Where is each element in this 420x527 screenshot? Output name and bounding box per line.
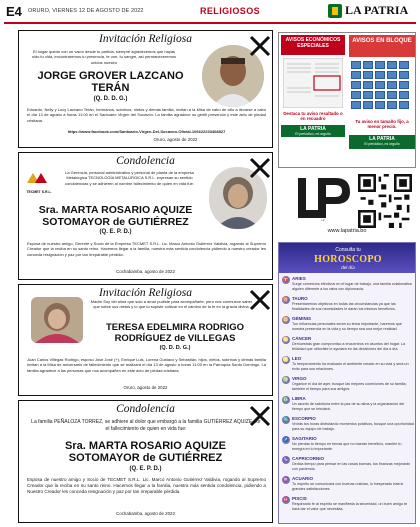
sign-text: Tu temperamento ha evaluado el ambiente creado en su vida y será un éxito para sus relaciones. xyxy=(292,362,409,371)
sign-text: Presentaremos objetivos en todas las circunstancias ya que las finalidades de sus necesidades le darán los mismos beneficios. xyxy=(292,302,396,311)
flag-icon xyxy=(328,4,342,18)
sign-name: PISCIS xyxy=(292,496,307,501)
ad-link: https://www.facebook.com/Santuario-Virgen-Del-Socavon-Oficial-106622233408827 xyxy=(67,129,226,134)
virgo-icon: ♍ xyxy=(282,377,290,383)
promo-block-text: Tu aviso en tamaño fijo, a menor precio. xyxy=(355,119,409,130)
deceased-name-line1: JORGE GROVER LAZCANO xyxy=(37,70,184,82)
deceased-name-line1: TERESA EDELMIRA RODRIGO xyxy=(105,322,245,333)
ad-body: Esposa de nuestro amigo y Socio de TECMET S.R.L. Lic. Marco Antonio Gutiérrez Valdivia, rogando al Supremo Creador que la reciba en su santo reino. Hacemos llegar a la familia, nuestra más sentida condolencia, pidiendo a Nuestro Creador les conceda resignación y paz por tan irreparable pérdida. xyxy=(27,477,266,495)
section-title: RELIGIOSOS xyxy=(200,6,261,16)
sign-name: SAGITARIO xyxy=(292,436,317,441)
sign-text: Vivirás tus horas disfrutando momentos positivos, busque una oportunidad para su equipo de trabajo. xyxy=(292,422,414,431)
horoscope-pretitle: Consulta tu xyxy=(335,247,361,253)
deceased-name-line2: TERÁN xyxy=(91,82,130,94)
page-header xyxy=(0,0,420,28)
leo-icon: ♌ xyxy=(282,357,290,363)
deceased-name-line2: RODRÍGUEZ de VILLEGAS xyxy=(114,333,236,344)
deceased-name-line2: SOTOMAYOR de GUTIÉRREZ xyxy=(68,452,223,464)
promo-logo-text: LA PATRIA xyxy=(300,126,326,132)
aries-icon: ♈ xyxy=(282,277,290,283)
lp-monogram-icon xyxy=(292,174,354,222)
horoscope-header xyxy=(279,243,416,273)
promo-special-text: Destaca tu aviso resaltado o en recuadro xyxy=(283,111,343,122)
ad-title: Condolencia xyxy=(116,155,175,167)
sign-text: Respirando fe al espíritu se manifiesta la sinceridad, un buen amigo te hará dar el valor que necesitas. xyxy=(292,502,407,511)
sign-text: Un asunto de sabiduría entre la paz de su alma y la organización del tiempo que se brindará. xyxy=(292,402,405,411)
promo-logo-text: LA PATRIA xyxy=(369,136,395,142)
sign-name: ARIES xyxy=(292,276,306,281)
sign-text: Tu espíritu se comunicará con buenas noticias, lo inesperado traerá grandes satisfacciones. xyxy=(292,482,403,491)
ad-signature: Oruro, agosto de 2022 xyxy=(153,137,198,142)
newspaper-logo xyxy=(328,3,414,19)
promo-special-title: AVISOS ECONÓMICOS ESPECIALES xyxy=(281,35,345,55)
horoscope-title: HOROSCOPO xyxy=(314,254,382,265)
qr-code-icon[interactable] xyxy=(358,174,412,228)
promo-block-title: AVISOS EN BLOQUE xyxy=(349,35,415,57)
sign-name: LEO xyxy=(292,356,302,361)
sign-text: No pierdas tu tiempo en temas que no traerán beneficio, mantén tu energía en lo importante. xyxy=(292,442,402,451)
sign-name: LIBRA xyxy=(292,396,306,401)
promo-logo-right xyxy=(349,135,415,149)
deceased-name-line1: Sra. MARTA ROSARIO AQUIZE xyxy=(38,204,193,216)
mourning-ribbon-icon xyxy=(249,289,271,311)
cancer-icon: ♋ xyxy=(282,337,290,343)
rip-label: (Q. D. D. G.) xyxy=(93,96,128,102)
taurus-icon: ♉ xyxy=(282,297,290,303)
portrait-icon xyxy=(31,297,83,343)
sign-text: Dedica tiempo para pensar en las cosas buenas, tus finanzas mejorarán con paciencia. xyxy=(292,462,411,471)
ad-lead: Madre Soy del alma que solo a amar pudiste para acompañarte, pero nos conmueve saber que sobre sus nietos y lo que tú supiste cultivar en el camino de la fe en la gracia divina. xyxy=(90,299,253,310)
scorpio-icon: ♏ xyxy=(282,417,290,423)
deceased-name-line2: SOTOMAYOR de GUTIÉRREZ xyxy=(42,216,189,228)
sign-name: TAURO xyxy=(292,296,308,301)
rip-label: (Q. E. P. D.) xyxy=(129,466,162,472)
rip-label: (Q. D. D. G.) xyxy=(159,345,191,351)
ad-title: Condolencia xyxy=(116,403,175,415)
promo-logo-tagline: El periódico, mi orgullo xyxy=(295,131,331,136)
sign-text: Tus influencias personales serán su tema importante, haremos que nuestra presencia en la vida y su tiempo sea una mejor realidad. xyxy=(292,322,402,331)
tecmet-logo xyxy=(25,171,53,194)
promo-logo-tagline: El periódico, mi orgullo xyxy=(364,141,400,146)
obituary-condolence-penaloza xyxy=(18,400,273,523)
sign-name: CÁNCER xyxy=(292,336,312,341)
sign-text: Organice el día de ayer, busque las mejores conexiones de su familia, también el tiempo para sus amigos. xyxy=(292,382,407,391)
sign-name: CAPRICORNIO xyxy=(292,456,325,461)
promo-logo-left xyxy=(281,125,345,137)
deceased-name-line1: Sra. MARTA ROSARIO AQUIZE xyxy=(65,440,226,452)
newspaper-page-icon xyxy=(283,58,343,108)
mourning-ribbon-icon xyxy=(249,35,271,57)
ad-body: Esposa de nuestro amigo, Gerente y Socio de la Empresa TECMET S.R.L. Lic. Marco Antonio Gutiérrez Valdivia, rogando al Supremo Creador que la reciba en su santo reino. Hacemos llegar a la familia, nuestra más sentida condolencia pidiendo a nuestro creador les conceda resignación y paz por tan irreparable pérdida. xyxy=(27,241,266,257)
ad-signature: Cochabamba, agosto de 2022 xyxy=(116,511,175,516)
ad-signature: Oruro, agosto de 2022 xyxy=(123,385,168,390)
monogram-label: LP xyxy=(321,218,325,222)
page-number: E4 xyxy=(6,4,22,19)
rip-label: (Q. E. P. D.) xyxy=(99,229,132,235)
header-divider xyxy=(4,22,416,24)
ad-body: Juan Carlos Villegas Rodrigo, esposo Jose José (+), Enrique Luis, Lorena Gustavo y Sebastián, hijos, nietos, sobrinos y demás familia invitan a la Misa de aniversario de fallecimiento que se realizará el día 13 de agosto a horas 11:00 en la Parroquia Santo Domingo. La familia agradece a las personas que nos acompañen en este acto de piedad cristiana. xyxy=(27,357,266,373)
issue-date: ORURO, VIERNES 12 DE AGOSTO DE 2022 xyxy=(28,8,144,14)
pisces-icon: ♓ xyxy=(282,497,290,503)
website-qr-promo xyxy=(278,172,416,240)
obituary-invitation-lazcano xyxy=(18,30,273,148)
obituary-condolence-tecmet xyxy=(18,152,273,280)
promo-special xyxy=(281,35,345,135)
obituary-invitation-rodrigo xyxy=(18,284,273,396)
logo-text: LA PATRIA xyxy=(345,3,409,17)
ad-body: Eduardo, Nelly y Lucy Lazcano Terán, hermanos, sobrinos, nietos y demás familia, invitan a la Misa de cabo de año a llevarse a cabo el día 13 de agosto a horas 11:00 en el Santuario Virgen del Socavón. La familia agradece su gentil presencia y este acto de piedad cristiana. xyxy=(27,107,266,123)
classifieds-promo xyxy=(278,32,416,168)
capricorn-icon: ♑ xyxy=(282,457,290,463)
sign-name: VIRGO xyxy=(292,376,307,381)
gemini-icon: ♊ xyxy=(282,317,290,323)
sign-name: ESCORPIO xyxy=(292,416,316,421)
company-logo-icon xyxy=(25,171,53,185)
sign-text: Surge comercios efectivos en el lugar de trabajo, una familia colaborativa alguien diferente a los ratos con diplomacia. xyxy=(292,282,412,291)
ad-title: Invitación Religiosa xyxy=(99,287,192,299)
sign-name: ACUARIO xyxy=(292,476,313,481)
ad-title: Invitación Religiosa xyxy=(99,33,192,45)
website-url[interactable]: www.lapatria.bo xyxy=(327,228,367,234)
ad-lead: El hogar quedó con un vacío desde tu partida, siempre agradecemos que hayas sido tu vida, encontraremos tu presencia, te une, tu sangre, así permaneceremos unidos nuestro xyxy=(31,49,177,65)
mourning-ribbon-icon xyxy=(249,157,271,179)
ad-lead: La Gerencia, personal administrativo y personal de planta de la empresa Metalúrgica TECNOLOGÍA METALÚRGICA S.R.L. expresan su sentido condolencias y se adhieren al nombre fallecimiento de quien en vida fue: xyxy=(65,170,194,186)
block-ad-grid xyxy=(349,59,415,115)
company-name: TECMET S.R.L. xyxy=(26,190,52,194)
horoscope-subtitle: del día xyxy=(341,265,355,270)
aquarius-icon: ♒ xyxy=(282,477,290,483)
ad-signature: Cochabamba, agosto de 2022 xyxy=(116,269,175,274)
libra-icon: ♎ xyxy=(282,397,290,403)
sign-name: GÉMINIS xyxy=(292,316,312,321)
ad-lead: La familia PEÑALOZA TORREZ, se adhiere al dolor que embargó a la familia GUTIÉRREZ AQUIZE por el fallecimiento de quien en vida fue: xyxy=(31,419,261,432)
horoscope-panel xyxy=(278,242,416,524)
sagittarius-icon: ♐ xyxy=(282,437,290,443)
sign-text: Demuestras gran compromiso a encuentros en asuntos del hogar. La felicidad que obtuviste le ayudará en las decisiones del día a día. xyxy=(292,342,406,351)
deceased-photo xyxy=(31,297,83,343)
promo-block xyxy=(349,35,415,165)
